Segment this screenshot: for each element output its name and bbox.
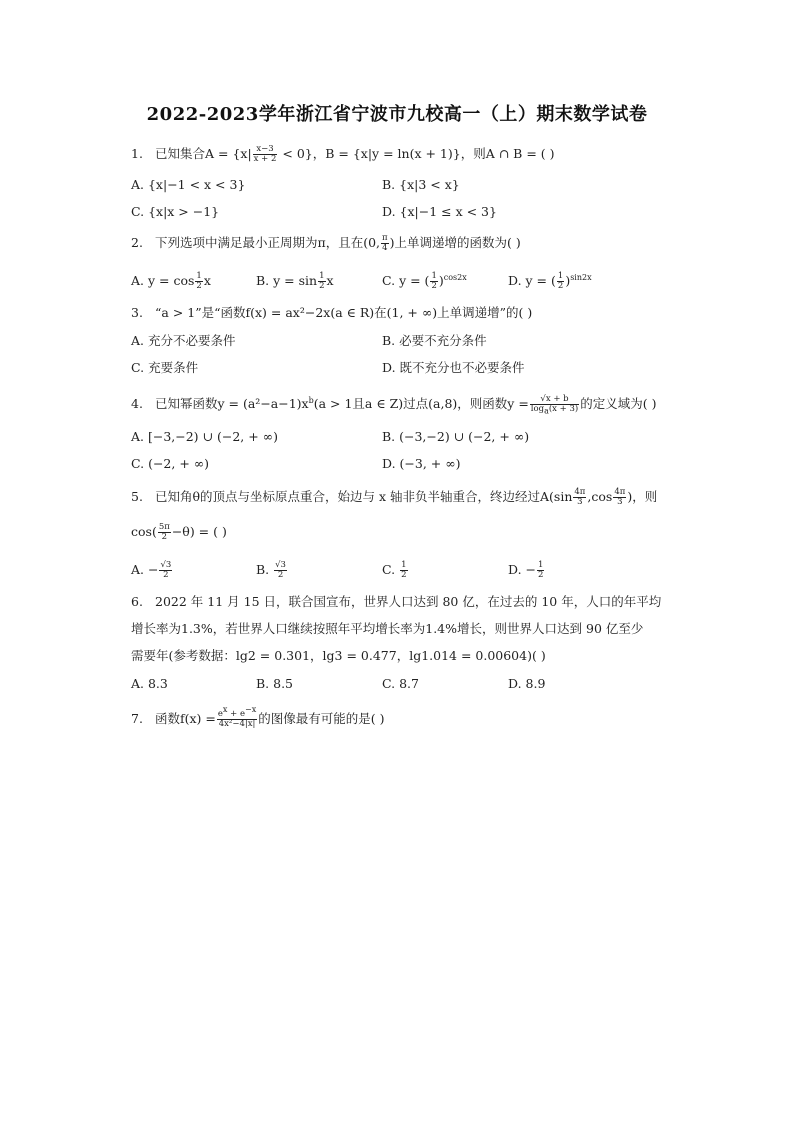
question-number: 6. — [131, 594, 143, 609]
frac-numerator: 1 — [538, 560, 544, 570]
question-5-line-2 — [131, 523, 227, 542]
frac-numerator: √3 — [160, 560, 172, 570]
q2-option-d — [508, 272, 592, 291]
page-title: 2022-2023学年浙江省宁波市九校高一（上）期末数学试卷 — [146, 104, 648, 125]
q1-fraction — [253, 145, 278, 164]
q5-line2-a: cos( — [131, 524, 157, 539]
question-7 — [131, 705, 385, 729]
frac-numerator: 1 — [557, 271, 564, 281]
variable: x — [203, 273, 211, 288]
log-base: a — [544, 406, 549, 416]
option-label: B. — [256, 562, 274, 577]
q4-frac-denominator — [530, 405, 579, 414]
question-4 — [131, 395, 656, 414]
q4-option-d: D. (−3, + ∞) — [382, 456, 461, 471]
q2-option-d-text: D. y = ( — [508, 273, 556, 288]
q4-option-b: B. (−3,−2) ∪ (−2, + ∞) — [382, 429, 530, 444]
variable: x — [326, 273, 334, 288]
question-number: 5. — [131, 489, 143, 504]
plus-e: + e — [227, 709, 245, 719]
question-number: 2. — [131, 235, 143, 250]
frac-numerator: 1 — [401, 560, 407, 570]
option-label: A. − — [131, 562, 159, 577]
question-number: 7. — [131, 711, 143, 726]
q2-option-a-text: A. y = cos — [131, 273, 195, 288]
q2-option-a — [131, 272, 211, 291]
q2-c-fraction — [430, 272, 437, 291]
q5-option-d — [508, 561, 545, 580]
q7-text-b: 的图像最有可能的是( ) — [258, 711, 385, 726]
q2-d-fraction — [557, 272, 564, 291]
q3-text: “a > 1”是“函数f(x) = ax²−2x(a ∈ R)在(1, + ∞)上单调递增”的( ) — [155, 305, 533, 320]
frac-numerator: 4π — [614, 487, 626, 497]
q2-text-a: 下列选项中满足最小正周期为π，且在(0, — [155, 235, 381, 250]
q5-option-a — [131, 561, 173, 580]
q2-option-c — [382, 272, 467, 291]
q5-text-a: 已知角θ的顶点与坐标原点重合，始边与 x 轴非负半轴重合，终边经过A(sin — [155, 489, 573, 504]
q2-frac-numerator: π — [382, 233, 388, 243]
frac-denominator: 2 — [277, 570, 284, 580]
q2-fraction — [381, 234, 389, 253]
q7-fraction — [217, 705, 257, 729]
frac-denominator: 3 — [617, 497, 623, 507]
q1-text-a: 已知集合A = {x| — [155, 146, 252, 161]
q6-line-1: 2022 年 11 月 15 日，联合国宣布，世界人口达到 80 亿，在过去的 10 年，人口的年平均 — [155, 594, 662, 609]
q4-option-c: C. (−2, + ∞) — [131, 456, 210, 471]
frac-numerator: 1 — [319, 271, 325, 281]
q1-text-b: < 0}，B = {x|y = ln(x + 1)}，则A ∩ B = ( ) — [278, 146, 555, 161]
e: e — [217, 709, 223, 719]
q5-c-fraction — [400, 561, 407, 580]
q1-option-b: B. {x|3 < x} — [382, 177, 460, 192]
frac-denominator: 2 — [163, 570, 169, 580]
q5-line2-b: −θ) = ( ) — [171, 524, 227, 539]
q7-text-a: 函数f(x) = — [155, 711, 216, 726]
q5-fraction-1 — [573, 488, 586, 507]
q2-a-fraction — [195, 272, 202, 291]
q2-frac-denominator: 4 — [382, 243, 388, 253]
q6-option-b: B. 8.5 — [256, 676, 294, 691]
q3-option-b: B. 必要不充分条件 — [382, 333, 487, 348]
q5-fraction-3 — [158, 523, 171, 542]
q4-text-b: (a > 1且a ∈ Z)过点(a,8)，则函数y = — [313, 396, 529, 411]
log-arg: (x + 3) — [548, 404, 579, 414]
q5-b-fraction — [274, 561, 287, 580]
q2-option-b — [256, 272, 334, 291]
q3-option-d: D. 既不充分也不必要条件 — [382, 360, 525, 375]
q4-frac-numerator: √x + b — [530, 395, 579, 405]
exponent: sin2x — [570, 272, 592, 282]
option-label: D. − — [508, 562, 536, 577]
option-label: C. — [382, 562, 400, 577]
frac-numerator: √3 — [275, 560, 286, 570]
q1-option-a: A. {x|−1 < x < 3} — [131, 177, 246, 192]
frac-denominator: 2 — [538, 570, 544, 580]
q6-option-c: C. 8.7 — [382, 676, 419, 691]
q2-b-fraction — [318, 272, 325, 291]
q5-a-fraction — [159, 561, 172, 580]
frac-numerator: 5π — [158, 522, 170, 532]
q6-line-3: 需要年(参考数据：lg2 = 0.301，lg3 = 0.477，lg1.014 = 0.00604)( ) — [131, 648, 546, 663]
q5-cos: ,cos — [587, 489, 613, 504]
paren: ) — [438, 273, 444, 288]
q6-option-a: A. 8.3 — [131, 676, 168, 691]
q4-text-c: 的定义域为( ) — [580, 396, 657, 411]
q3-option-c: C. 充要条件 — [131, 360, 199, 375]
question-5 — [131, 488, 657, 507]
q4-option-a: A. [−3,−2) ∪ (−2, + ∞) — [131, 429, 278, 444]
question-3 — [131, 305, 532, 321]
frac-numerator: 1 — [431, 271, 437, 281]
frac-denominator: 2 — [401, 570, 407, 580]
q1-frac-numerator: x−3 — [253, 145, 278, 155]
frac-denominator: 2 — [431, 281, 437, 291]
exponent: cos2x — [443, 272, 467, 282]
q6-line-2: 增长率为1.3%，若世界人口继续按照年平均增长率为1.4%增长，则世界人口达到 90 亿至少 — [131, 621, 644, 636]
q4-fraction — [530, 395, 579, 414]
question-2 — [131, 234, 521, 253]
log-text: log — [530, 404, 545, 414]
q5-d-fraction — [537, 561, 544, 580]
q6-option-d: D. 8.9 — [508, 676, 546, 691]
q2-option-b-text: B. y = sin — [256, 273, 318, 288]
q3-option-a: A. 充分不必要条件 — [131, 333, 236, 348]
question-number: 4. — [131, 396, 143, 411]
exponent: x — [222, 705, 228, 715]
frac-denominator: 2 — [557, 281, 564, 291]
exponent: −x — [245, 705, 257, 715]
q5-option-c — [382, 561, 409, 580]
q1-option-c: C. {x|x > −1} — [131, 204, 220, 219]
frac-numerator: 1 — [196, 271, 202, 281]
question-1 — [131, 145, 555, 164]
q5-fraction-2 — [613, 488, 626, 507]
q1-frac-denominator: x + 2 — [253, 154, 277, 164]
question-number: 1. — [131, 146, 143, 161]
question-6 — [131, 594, 661, 610]
frac-denominator: 2 — [196, 281, 202, 291]
frac-numerator: 4π — [574, 487, 586, 497]
q5-option-b — [256, 561, 288, 580]
exponent: b — [308, 395, 314, 405]
frac-denominator: 2 — [161, 532, 168, 542]
q5-text-b: )，则 — [627, 489, 658, 504]
paren: ) — [565, 273, 571, 288]
frac-denominator: 2 — [319, 281, 325, 291]
q1-option-d: D. {x|−1 ≤ x < 3} — [382, 204, 497, 219]
frac-denominator: 3 — [577, 497, 583, 507]
question-number: 3. — [131, 305, 143, 320]
q2-option-c-text: C. y = ( — [382, 273, 430, 288]
q7-frac-denominator: 4x²−4|x| — [218, 719, 256, 729]
q2-text-b: )上单调递增的函数为( ) — [389, 235, 521, 250]
q4-text-a: 已知幂函数y = (a²−a−1)x — [155, 396, 309, 411]
